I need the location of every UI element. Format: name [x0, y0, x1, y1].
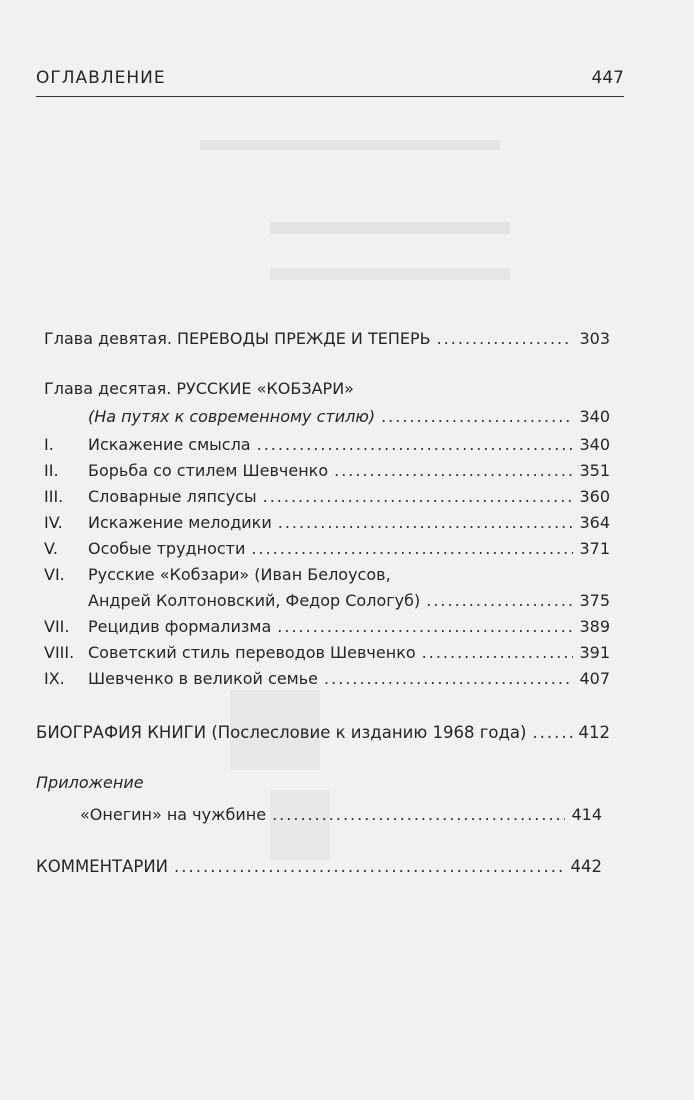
toc-entry-page: 414: [571, 805, 602, 824]
section-number: VII.: [44, 617, 70, 636]
toc-section[interactable]: [44, 460, 610, 482]
section-page: 371: [579, 539, 610, 558]
toc-entry-appendix-item[interactable]: [80, 804, 602, 826]
toc-entry-biography[interactable]: [36, 722, 610, 744]
toc-entry-chapter-10-subtitle[interactable]: [88, 406, 610, 428]
section-number: IV.: [44, 513, 63, 532]
running-head-title: ОГЛАВЛЕНИЕ: [36, 68, 166, 88]
toc-entry-page: 303: [579, 329, 610, 348]
toc-entry-subtitle: (На путях к современному стилю): [88, 407, 376, 426]
dot-leader: [251, 538, 573, 560]
section-label: Русские «Кобзари» (Иван Белоусов,: [88, 565, 391, 584]
dot-leader: [381, 406, 573, 428]
section-label: Особые трудности: [88, 539, 246, 558]
dot-leader: [272, 804, 565, 826]
bleed-through-mark: [270, 268, 510, 280]
toc-entry-label: Глава десятая. РУССКИЕ «КОБЗАРИ»: [44, 379, 354, 398]
section-number: IX.: [44, 669, 65, 688]
toc-entry-label: БИОГРАФИЯ КНИГИ (Послесловие к изданию 1968 года): [36, 723, 527, 742]
section-page: 360: [579, 487, 610, 506]
section-label: Словарные ляпсусы: [88, 487, 257, 506]
bleed-through-mark: [200, 140, 500, 150]
section-label: Советский стиль переводов Шевченко: [88, 643, 416, 662]
toc-entry-commentary[interactable]: [36, 856, 602, 878]
toc-section[interactable]: [44, 434, 610, 456]
running-head: [36, 66, 624, 97]
toc-entry-page: 412: [578, 723, 610, 742]
toc-entry-label: Глава девятая. ПЕРЕВОДЫ ПРЕЖДЕ И ТЕПЕРЬ: [44, 329, 431, 348]
section-page: 389: [579, 617, 610, 636]
dot-leader: [278, 512, 574, 534]
dot-leader: [324, 668, 573, 690]
bleed-through-mark: [270, 222, 510, 234]
section-page: 340: [579, 435, 610, 454]
toc-entry-label: КОММЕНТАРИИ: [36, 857, 169, 876]
section-page: 364: [579, 513, 610, 532]
toc-section[interactable]: [44, 538, 610, 560]
toc-section-continuation[interactable]: [44, 590, 610, 612]
section-page: 407: [579, 669, 610, 688]
section-label: Искажение мелодики: [88, 513, 272, 532]
running-head-page-number: 447: [591, 68, 624, 88]
toc-section[interactable]: [44, 486, 610, 508]
toc-entry-chapter-9[interactable]: [44, 328, 610, 350]
section-number: III.: [44, 487, 64, 506]
dot-leader: [422, 642, 574, 664]
section-number: I.: [44, 435, 54, 454]
section-page: 351: [579, 461, 610, 480]
section-page: 375: [579, 591, 610, 610]
toc-entry-label: «Онегин» на чужбине: [80, 805, 267, 824]
toc-section[interactable]: [44, 668, 610, 690]
section-number: II.: [44, 461, 59, 480]
dot-leader: [257, 434, 574, 456]
dot-leader: [277, 616, 573, 638]
section-label: Искажение смысла: [88, 435, 251, 454]
section-number: V.: [44, 539, 58, 558]
dot-leader: [426, 590, 573, 612]
section-number: VI.: [44, 565, 65, 584]
dot-leader: [174, 856, 564, 878]
section-label: Шевченко в великой семье: [88, 669, 319, 688]
toc-section[interactable]: [44, 564, 610, 586]
toc-section[interactable]: [44, 616, 610, 638]
dot-leader: [437, 328, 574, 350]
section-label-continued: Андрей Колтоновский, Федор Сологуб): [88, 591, 421, 610]
toc-entry-chapter-10[interactable]: [44, 378, 610, 400]
dot-leader: [532, 722, 572, 744]
section-page: 391: [579, 643, 610, 662]
toc-entry-page: 442: [570, 857, 602, 876]
toc-section[interactable]: [44, 642, 610, 664]
dot-leader: [263, 486, 574, 508]
section-label: Рецидив формализма: [88, 617, 272, 636]
dot-leader: [334, 460, 573, 482]
toc-entry-page: 340: [579, 407, 610, 426]
toc-section[interactable]: [44, 512, 610, 534]
section-label: Борьба со стилем Шевченко: [88, 461, 329, 480]
section-number: VIII.: [44, 643, 75, 662]
toc-appendix-heading: [36, 772, 610, 794]
appendix-heading: Приложение: [36, 773, 144, 792]
